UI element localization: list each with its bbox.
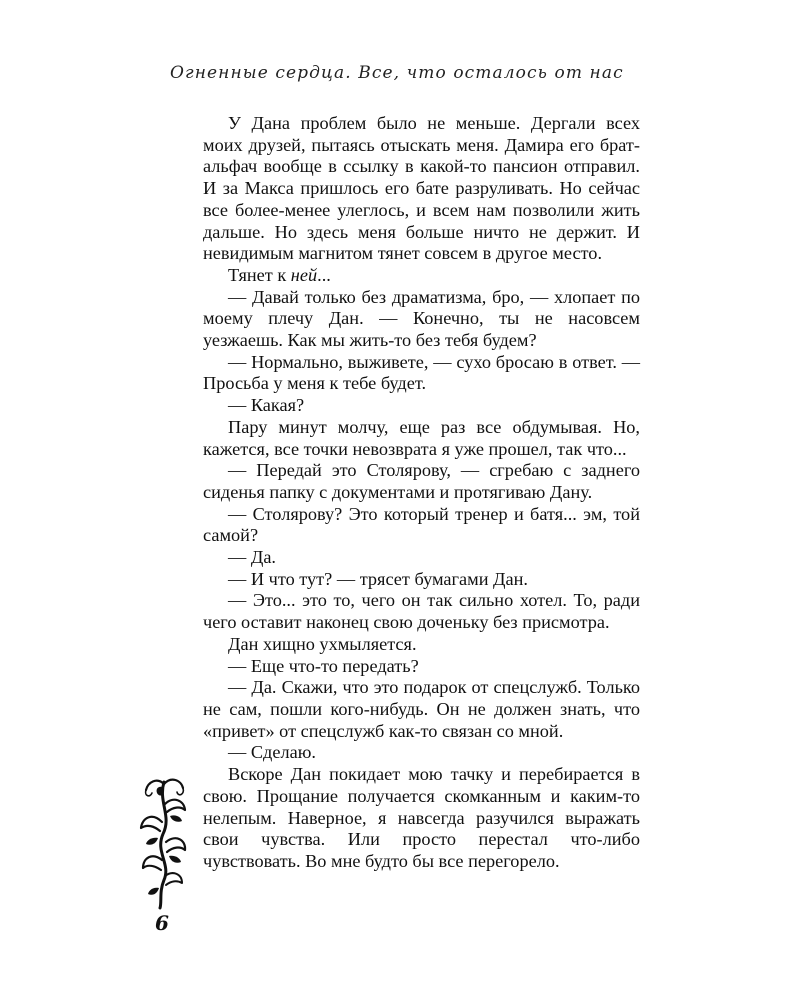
- emphasis: ней: [290, 264, 318, 285]
- page-number: 6: [155, 911, 169, 935]
- paragraph: — Столярову? Это который тренер и батя... эм, той самой?: [203, 503, 640, 546]
- paragraph: — Сделаю.: [228, 742, 316, 763]
- paragraph-text: ...: [317, 264, 331, 285]
- paragraph: — Давай только без драматизма, бро, — хлопает по моему плечу Дан. — Конечно, ты не насовсем уезжаешь. Как мы жить-то без тебя будем?: [203, 286, 640, 351]
- paragraph: Дан хищно ухмыляется.: [228, 633, 417, 654]
- paragraph: Вскоре Дан покидает мою тачку и перебирается в свою. Прощание получается скомканным и каким-то нелепым. Наверное, я навсегда разучился выражать свои чувства. Или просто перестал что-либо чувствовать. Во мне будто бы все перегорело.: [203, 764, 640, 871]
- paragraph: — И что тут? — трясет бумагами Дан.: [228, 568, 528, 589]
- paragraph-text: Тянет к: [228, 264, 291, 285]
- paragraph: — Еще что-то передать?: [228, 655, 419, 676]
- paragraph: — Да. Скажи, что это подарок от спецслужб. Только не сам, пошли кого-нибудь. Он не должен знать, что «привет» от спецслужб как-то связан со мной.: [203, 677, 640, 741]
- paragraph: У Дана проблем было не меньше. Дергали всех моих друзей, пытаясь отыскать меня. Дамира его брат-альфач вообще в ссылку в какой-то пансион отправил. И за Макса пришлось его бате разруливать. Но сейчас все более-менее улеглось, и всем нам позволили жить дальше. Но здесь меня больше ничто не держит. И невидимым магнитом тянет совсем в другое место.: [203, 113, 640, 264]
- body-text: [203, 113, 640, 873]
- paragraph: [203, 265, 640, 287]
- floral-vine-ornament-icon: [138, 776, 190, 911]
- paragraph: — Да.: [228, 547, 277, 568]
- paragraph: — Нормально, выживете, — сухо бросаю в ответ. — Просьба у меня к тебе будет.: [203, 351, 640, 394]
- paragraph: — Передай это Столярову, — сгребаю с заднего сиденья папку с документами и протягиваю Дану.: [203, 460, 640, 502]
- paragraph: Пару минут молчу, еще раз все обдумывая. Но, кажется, все точки невозврата я уже прошел, так что...: [203, 416, 640, 459]
- running-header: Огненные сердца. Все, что осталось от нас: [170, 63, 624, 83]
- paragraph: — Это... это то, чего он так сильно хотел. То, ради чего оставит наконец свою доченьку без присмотра.: [203, 590, 640, 633]
- paragraph: — Какая?: [228, 395, 305, 416]
